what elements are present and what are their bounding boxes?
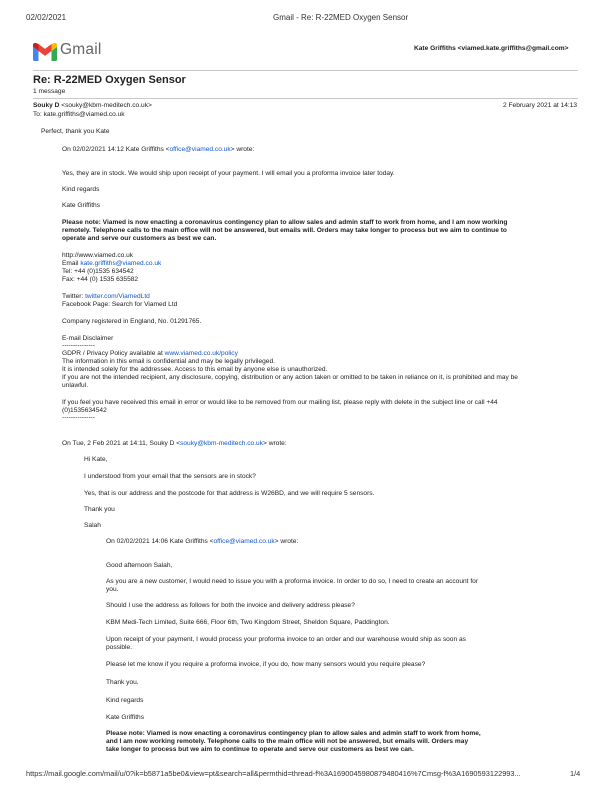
footer-url: https://mail.google.com/mail/u/0?ik=b5871a5be0&view=pt&search=all&permthid=thread-f%3A1690045980879480416%7Cmsg-f%3A1690593122993... xyxy=(26,769,521,778)
quote3-intro xyxy=(106,538,298,546)
quote1-p1: Yes, they are in stock. We would ship upon receipt of your payment. I will email you a proforma invoice later today. xyxy=(62,170,395,177)
gmail-wordmark: Gmail xyxy=(60,41,102,58)
quote2-p2: Yes, that is our address and the postcode for that address is W26BD, and we will require 5 sensors. xyxy=(84,490,375,497)
quote2-thanks: Thank you xyxy=(84,506,115,513)
quote1-email-link[interactable]: office@viamed.co.uk xyxy=(169,146,231,153)
header-divider xyxy=(33,70,578,71)
company-line: Company registered in England, No. 01291765. xyxy=(62,318,202,325)
quote1-name: Kate Griffiths xyxy=(62,202,100,209)
kate-email-link[interactable]: kate.griffiths@viamed.co.uk xyxy=(80,260,162,267)
quote2-name: Salah xyxy=(84,522,101,529)
print-title: Gmail - Re: R-22MED Oxygen Sensor xyxy=(273,13,409,22)
confidential-line: unlawful. xyxy=(62,382,89,389)
fax-line: Fax: +44 (0) 1535 635582 xyxy=(62,276,139,283)
remove-line: If you feel you have received this email in error or would like to be removed from our mailing list, please reply with delete in the subject line or call +44 xyxy=(62,399,498,406)
quote1-notice-line: Please note: Viamed is now enacting a coronavirus contingency plan to allow sales and admin staff to work from home, and I am now working xyxy=(62,219,508,226)
twitter-label: Twitter: xyxy=(62,293,86,300)
quote3-email-link[interactable]: office@viamed.co.uk xyxy=(213,538,275,545)
sender-name: Souky D xyxy=(33,102,60,109)
subject-divider xyxy=(33,98,578,99)
quote2-intro xyxy=(62,440,287,448)
dashes: --------------- xyxy=(62,414,95,421)
quote1-intro-pre: On 02/02/2021 14:12 Kate Griffiths < xyxy=(62,146,170,153)
quote3-thanks: Thank you. xyxy=(106,679,139,686)
sender-email: <souky@kbm-meditech.co.uk> xyxy=(61,102,152,109)
website-link[interactable]: http://www.viamed.co.uk xyxy=(62,252,134,259)
quote3-address: KBM Medi-Tech Limited, Suite 666, Floor 6th, Two Kingdom Street, Sheldon Square, Paddington. xyxy=(106,619,390,626)
quote2-intro-post: > wrote: xyxy=(263,440,287,447)
quote3-p3-line: Upon receipt of your payment, I would process your proforma invoice to an order and our warehouse would ship as soon as xyxy=(106,636,466,643)
confidential-line: The information in this email is confidential and may be legally privileged. xyxy=(62,358,275,365)
quote3-intro-pre: On 02/02/2021 14:06 Kate Griffiths < xyxy=(106,538,214,545)
email-label: Email xyxy=(62,260,81,267)
quote3-p4: Please let me know if you require a proforma invoice, if you do, how many sensors would you require please? xyxy=(106,661,426,668)
quote3-p2: Should I use the address as follows for both the invoice and delivery address please? xyxy=(106,602,355,609)
dashes: --------------- xyxy=(62,342,95,349)
quote1-intro-post: > wrote: xyxy=(230,146,255,153)
quote1-notice-line: operate and serve our customers as best we can. xyxy=(62,235,217,242)
quote3-notice-line: take longer to process but we aim to continue to operate and serve our customers as best we can. xyxy=(106,746,414,753)
print-date: 02/02/2021 xyxy=(26,13,67,22)
quote2-p1: I understood from your email that the sensors are in stock? xyxy=(84,473,256,480)
quote3-p1-line: As you are a new customer, I would need to issue you with a proforma invoice. In order to do so, I need to create an account for xyxy=(106,578,479,585)
facebook-line: Facebook Page: Search for Viamed Ltd xyxy=(62,301,178,308)
quote1-regards: Kind regards xyxy=(62,186,100,193)
quote3-notice-line: Please note: Viamed is now enacting a coronavirus contingency plan to allow sales and admin staff to work from home, xyxy=(106,730,481,737)
quote3-notice-line: and I am now working remotely. Telephone calls to the main office will not be answered, but emails will. Orders may xyxy=(106,738,469,745)
quote1-intro xyxy=(62,146,254,154)
message-to: To: kate.griffiths@viamed.co.uk xyxy=(33,111,125,118)
page-number: 1/4 xyxy=(570,769,581,778)
thread-subject: Re: R-22MED Oxygen Sensor xyxy=(33,74,186,86)
quote3-p3-line: possible. xyxy=(106,644,133,651)
quote3-regards: Kind regards xyxy=(106,697,144,704)
quote3-name: Kate Griffiths xyxy=(106,714,144,721)
sender xyxy=(33,102,152,110)
confidential-line: It is intended solely for the addressee. Access to this email by anyone else is unauthorized. xyxy=(62,366,328,373)
quote2-intro-pre: On Tue, 2 Feb 2021 at 14:11, Souky D < xyxy=(62,440,181,447)
quote2-greet: Hi Kate, xyxy=(84,456,108,463)
message-date: 2 February 2021 at 14:13 xyxy=(503,102,578,109)
policy-link[interactable]: www.viamed.co.uk/policy xyxy=(164,350,238,357)
remove-line: (0)1535634542 xyxy=(62,407,107,414)
quote3-greet: Good afternoon Salah, xyxy=(106,562,173,569)
quote3-p1-line: you. xyxy=(106,586,119,593)
disclaimer-title: E-mail Disclaimer xyxy=(62,335,114,342)
message-count: 1 message xyxy=(33,88,66,95)
quote3-intro-post: > wrote: xyxy=(274,538,299,545)
quote2-email-link[interactable]: souky@kbm-meditech.co.uk xyxy=(180,440,264,447)
message-body: Perfect, thank you Kate xyxy=(41,128,110,135)
gmail-logo[interactable] xyxy=(33,40,103,62)
twitter-link[interactable]: twitter.com/ViamedLtd xyxy=(85,293,150,300)
quote1-notice-line: remotely. Telephone calls to the main office will not be answered, but emails will. Orders may take longer to process but we aim to continue to xyxy=(62,227,507,234)
account-name: Kate Griffiths <viamed.kate.griffiths@gmail.com> xyxy=(414,45,569,52)
gdpr-label: GDPR / Privacy Policy available at xyxy=(62,350,165,357)
confidential-line: If you are not the intended recipient, any disclosure, copying, distribution or any action taken or omitted to be taken in reliance on it, is prohibited and may be xyxy=(62,374,518,381)
tel-line: Tel: +44 (0)1535 634542 xyxy=(62,268,134,275)
gmail-m-icon xyxy=(33,43,57,61)
